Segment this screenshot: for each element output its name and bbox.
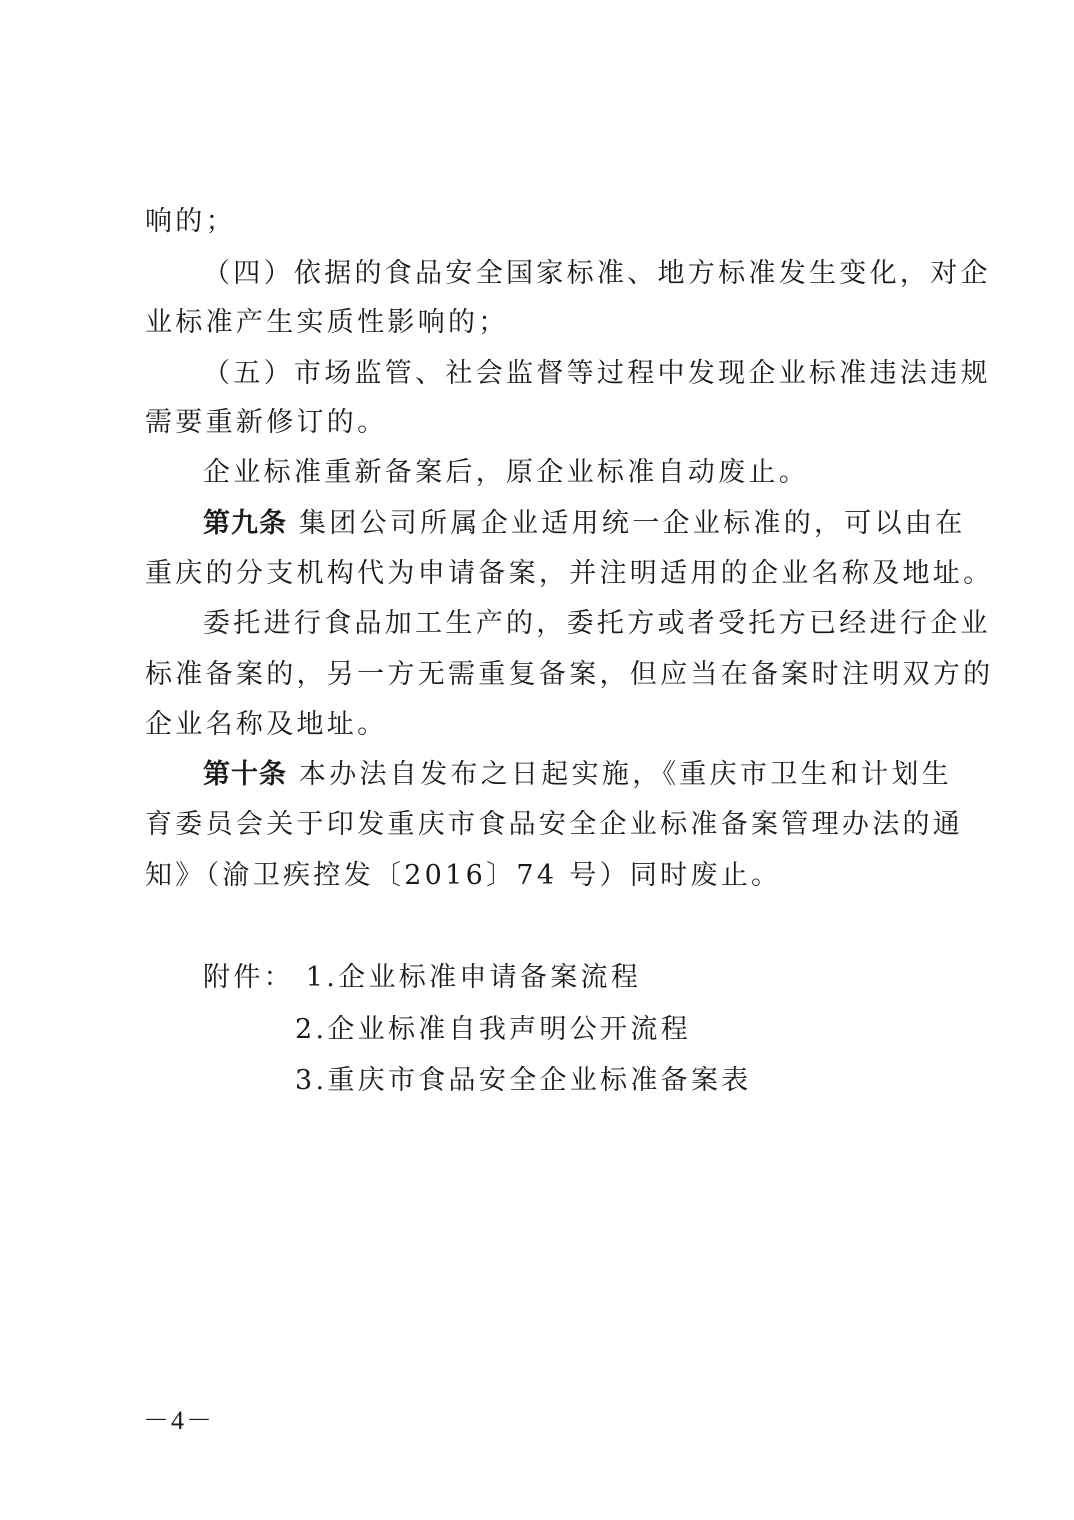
attachment-item: 3.重庆市食品安全企业标准备案表 (295, 1065, 752, 1096)
text-line: 标准备案的，另一方无需重复备案，但应当在备案时注明双方的 (145, 659, 994, 690)
text-line: 重庆的分支机构代为申请备案，并注明适用的企业名称及地址。 (145, 558, 994, 589)
attachments-line (203, 960, 641, 996)
article-10-text: 本办法自发布之日起实施，《重庆市卫生和计划生 (298, 759, 952, 790)
text-line: 知》（渝卫疾控发〔2016〕74 号）同时废止。 (145, 860, 782, 891)
text-line: 响的； (145, 206, 236, 237)
article-10-heading: 第十条 (203, 759, 287, 790)
article-10-line (203, 757, 952, 793)
text-line: 需要重新修订的。 (145, 407, 388, 438)
text-line: 委托进行食品加工生产的，委托方或者受托方已经进行企业 (203, 608, 991, 639)
text-line: 业标准产生实质性影响的； (145, 307, 509, 338)
page-number: －4－ (143, 1406, 215, 1435)
article-9-heading: 第九条 (203, 508, 287, 539)
text-line: 育委员会关于印发重庆市食品安全企业标准备案管理办法的通 (145, 809, 964, 840)
attachment-item: 2.企业标准自我声明公开流程 (295, 1014, 691, 1045)
article-9-text: 集团公司所属企业适用统一企业标准的，可以由在 (298, 508, 966, 539)
text-line: 企业标准重新备案后，原企业标准自动废止。 (203, 457, 809, 488)
text-line: （四）依据的食品安全国家标准、地方标准发生变化，对企 (203, 258, 991, 289)
article-9-line (203, 506, 966, 542)
text-line: 企业名称及地址。 (145, 709, 388, 740)
text-line: （五）市场监管、社会监督等过程中发现企业标准违法违规 (203, 358, 991, 389)
attachment-item: 1.企业标准申请备案流程 (305, 962, 642, 993)
attachments-label: 附件： (203, 962, 294, 993)
